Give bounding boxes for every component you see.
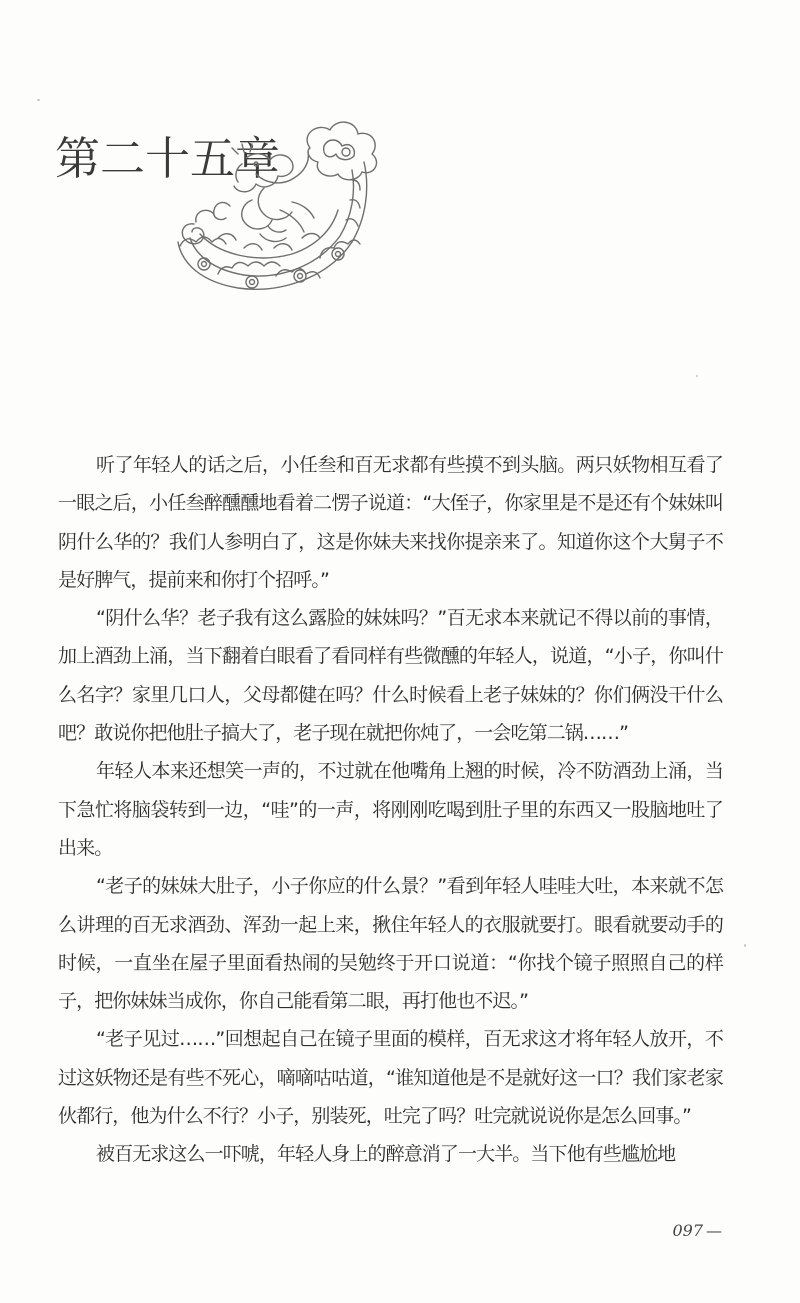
page-number-dash: — <box>706 1221 722 1240</box>
paragraph: “老子见过……”回想起自己在镜子里面的模样，百无求这才将年轻人放开，不过这妖物还是有些不死心，嘀嘀咕咕道，“谁知道他是不是就好这一口？我们家老家伙都行，他为什么不行？小子，别装死，吐完了吗？吐完就说说你是怎么回事。” <box>58 1028 723 1128</box>
page-number <box>672 1221 722 1240</box>
paragraph: “阴什么华？老子我有这么露脸的妹妹吗？”百无求本来就记不得以前的事情，加上酒劲上涌，当下翻着白眼看了看同样有些微醺的年轻人，说道，“小子，你叫什么名字？家里几口人，父母都健在吗？什么时候看上老子妹妹的？你们俩没干什么吧？敢说你把他肚子搞大了，老子现在就把你炖了，一会吃第二锅……” <box>58 607 723 745</box>
chapter-title: 第二十五章 <box>55 132 281 185</box>
scan-speck <box>744 944 746 947</box>
page-number-value: 097 <box>672 1221 703 1240</box>
cloud-dragon-ornament-icon <box>160 114 382 300</box>
scan-speck <box>37 99 40 101</box>
paragraph: 年轻人本来还想笑一声的，不过就在他嘴角上翘的时候，冷不防酒劲上涌，当下急忙将脑袋转到一边，“哇”的一声，将刚刚吃喝到肚子里的东西又一股脑地吐了出来。 <box>58 760 723 859</box>
paragraph: “老子的妹妹大肚子，小子你应的什么景？”看到年轻人哇哇大吐，本来就不怎么讲理的百无求酒劲、浑劲一起上来，揪住年轻人的衣服就要打。眼看就要动手的时候，一直坐在屋子里面看热闹的吴勉终于开口说道：“你找个镜子照照自己的样子，把你妹妹当成你，你自己能看第二眼，再打他也不迟。” <box>58 875 723 1013</box>
scan-speck <box>696 375 698 377</box>
paragraph: 被百无求这么一吓唬，年轻人身上的醉意消了一大半。当下他有些尴尬地 <box>96 1143 676 1166</box>
paragraph: 听了年轻人的话之后，小任叁和百无求都有些摸不到头脑。两只妖物相互看了一眼之后，小任叁醉醺醺地看着二愣子说道：“大侄子，你家里是不是还有个妹妹叫阴什么华的？我们人参明白了，这是你妹夫来找你提亲来了。知道你这个大舅子不是好脾气，提前来和你打个招呼。” <box>58 454 723 591</box>
chapter-body <box>58 446 723 1174</box>
